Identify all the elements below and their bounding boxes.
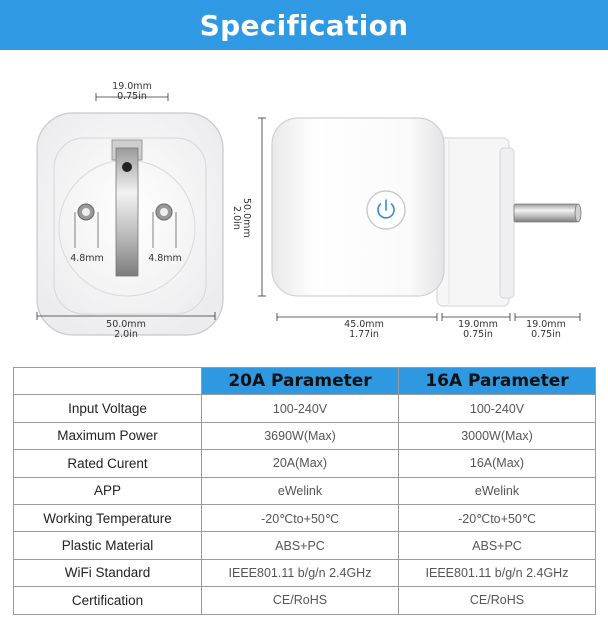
dim-pin-left: 4.8mm xyxy=(70,253,104,264)
header-20a: 20A Parameter xyxy=(202,368,399,395)
table-row xyxy=(14,395,596,422)
header-blank xyxy=(14,368,202,395)
dim-pin-spacing xyxy=(96,82,168,102)
dim-side-pin-b-mm: 19.0mm xyxy=(526,319,566,330)
row-label: Plastic Material xyxy=(14,532,202,559)
row-label: Rated Curent xyxy=(14,450,202,477)
cell-16a: 100-240V xyxy=(399,395,596,422)
table-row xyxy=(14,477,596,504)
cell-20a: 20A(Max) xyxy=(202,450,399,477)
dim-front-width-mm: 50.0mm xyxy=(106,319,146,330)
side-view xyxy=(272,118,581,306)
dim-front-width-in: 2.0in xyxy=(114,329,138,340)
dim-height-mm: 50.0mm xyxy=(241,198,252,238)
dim-height-line xyxy=(258,118,266,296)
dim-pin-spacing-in: 0.75in xyxy=(117,91,147,102)
dim-side-pin-b xyxy=(516,320,576,340)
cell-16a: IEEE801.11 b/g/n 2.4GHz xyxy=(399,559,596,586)
cell-20a: -20℃to+50℃ xyxy=(202,504,399,531)
front-view xyxy=(37,113,223,335)
table-header-row xyxy=(14,368,596,395)
cell-20a: ABS+PC xyxy=(202,532,399,559)
cell-16a: eWelink xyxy=(399,477,596,504)
table-row xyxy=(14,532,596,559)
dim-height xyxy=(231,188,251,248)
row-label: Input Voltage xyxy=(14,395,202,422)
table-row xyxy=(14,559,596,586)
product-drawing xyxy=(0,50,608,362)
cell-16a: 3000W(Max) xyxy=(399,422,596,449)
cell-20a: CE/RoHS xyxy=(202,587,399,614)
row-label: APP xyxy=(14,477,202,504)
dim-side-pin-a-mm: 19.0mm xyxy=(458,319,498,330)
dim-pin-right: 4.8mm xyxy=(148,253,182,264)
table-row xyxy=(14,587,596,614)
cell-16a: ABS+PC xyxy=(399,532,596,559)
row-label: WiFi Standard xyxy=(14,559,202,586)
cell-20a: eWelink xyxy=(202,477,399,504)
row-label: Working Temperature xyxy=(14,504,202,531)
dim-pin-spacing-mm: 19.0mm xyxy=(112,81,152,92)
header-16a: 16A Parameter xyxy=(399,368,596,395)
cell-20a: 100-240V xyxy=(202,395,399,422)
table-row xyxy=(14,422,596,449)
cell-16a: CE/RoHS xyxy=(399,587,596,614)
dim-side-body-mm: 45.0mm xyxy=(344,319,384,330)
table-row xyxy=(14,450,596,477)
dim-side-pin-a-in: 0.75in xyxy=(463,329,493,340)
cell-16a: 16A(Max) xyxy=(399,450,596,477)
row-label: Maximum Power xyxy=(14,422,202,449)
cell-20a: IEEE801.11 b/g/n 2.4GHz xyxy=(202,559,399,586)
dim-side-body-in: 1.77in xyxy=(349,329,379,340)
table-row xyxy=(14,504,596,531)
dim-side-pin-a xyxy=(448,320,508,340)
page-title: Specification xyxy=(199,8,409,42)
dim-front-width xyxy=(88,320,164,340)
row-label: Certification xyxy=(14,587,202,614)
dim-height-in: 2.0in xyxy=(231,206,242,230)
dim-side-pin-b-in: 0.75in xyxy=(531,329,561,340)
spec-table xyxy=(13,367,596,615)
title-banner xyxy=(0,0,608,50)
dim-side-body xyxy=(326,320,402,340)
cell-20a: 3690W(Max) xyxy=(202,422,399,449)
cell-16a: -20℃to+50℃ xyxy=(399,504,596,531)
